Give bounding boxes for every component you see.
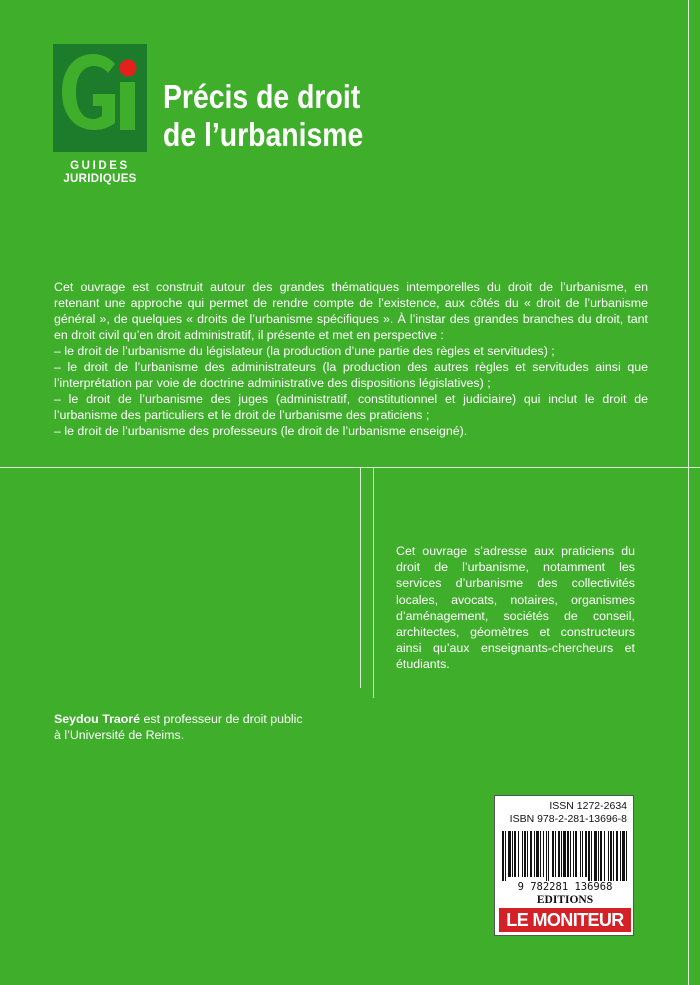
- barcode-bar: [514, 831, 516, 877]
- barcode-bar: [626, 831, 627, 881]
- gi-logo-mark: [53, 44, 147, 152]
- barcode-bar: [563, 831, 566, 877]
- description-item: – le droit de l’urbanisme des administrateurs (la production des autres règles et servitudes ainsi que l’interprétation par voie de doctrine administrative des dispositions législatives) ;: [54, 360, 648, 390]
- barcode-bar: [512, 831, 513, 877]
- barcode-bar: [548, 831, 549, 881]
- book-title-line-1: Précis de droit: [163, 78, 361, 115]
- barcode-panel: [494, 795, 634, 936]
- barcode-bar: [610, 831, 612, 881]
- target-audience: Cet ouvrage s’adresse aux praticiens du droit de l’urbanisme, notamment les services d’urbanisme des collectivités locales, avocats, notaires, organismes d’aménagement, sociétés de conseil, architectes, géomètres et constructeurs ainsi qu’aux enseignants-chercheurs et étudiants.: [396, 544, 635, 672]
- logo-text-juridiques: JURIDIQUES: [63, 173, 137, 185]
- barcode-bar: [588, 831, 590, 881]
- barcode-bar: [600, 831, 602, 881]
- barcode-bar: [546, 831, 547, 881]
- logo-red-dot: [120, 60, 137, 77]
- barcode-bar: [594, 831, 597, 881]
- author-name: Seydou Traoré: [54, 712, 141, 726]
- right-edge-line: [688, 0, 689, 985]
- book-title-line-2: de l’urbanisme: [163, 116, 364, 153]
- book-description: [54, 279, 648, 439]
- barcode-digits: 9 782281 136968: [517, 881, 613, 893]
- barcode-bar: [570, 831, 571, 877]
- barcode-bar: [585, 831, 587, 877]
- barcode-bar: [582, 831, 583, 877]
- barcode-bar: [518, 831, 519, 877]
- vertical-divider-right: [373, 468, 374, 698]
- barcode-bar: [561, 831, 562, 877]
- description-item: – le droit de l’urbanisme des juges (administratif, constitutionnel et judiciaire) qui inclut le droit de l’urbanisme des particuliers et le droit de l’urbanisme des praticiens ;: [54, 392, 648, 422]
- barcode-bar: [598, 831, 599, 881]
- barcode-bar: [527, 831, 528, 877]
- author-bio-line-2: à l’Université de Reims.: [54, 728, 185, 742]
- description-intro: Cet ouvrage est construit autour des grandes thématiques intemporelles du droit de l’urbanisme, en retenant une approche qui permet de rendre compte de l’existence, aux côtés du « droit de l’urbanisme général », de quelques « droits de l’urbanisme spécifiques ». À l’instar des grandes branches du droit, tant en droit civil qu’en droit administratif, il présente et met en perspective :: [54, 280, 648, 342]
- barcode-bar: [508, 831, 511, 877]
- barcode-bar: [620, 831, 621, 881]
- vertical-divider-left: [360, 468, 361, 688]
- barcode-bar: [552, 831, 554, 877]
- barcode-bar: [540, 831, 541, 877]
- barcode-bar: [573, 831, 574, 877]
- barcode-bar: [616, 831, 618, 881]
- description-item: – le droit de l’urbanisme du législateur (la production d’une partie des règles et servitudes) ;: [54, 344, 555, 358]
- barcode-bar: [524, 831, 526, 877]
- barcode-bar: [505, 831, 506, 881]
- description-item: – le droit de l’urbanisme des professeurs (le droit de l’urbanisme enseigné).: [54, 424, 468, 438]
- barcode-bar: [534, 831, 535, 877]
- author-bio: [54, 711, 354, 743]
- guides-juridiques-logo: [53, 44, 147, 185]
- barcode-bar: [502, 831, 504, 881]
- logo-text-guides: GUIDES: [70, 160, 130, 172]
- book-title: [163, 78, 363, 154]
- author-bio-line-1: est professeur de droit public: [140, 712, 303, 726]
- barcode-bar: [591, 831, 592, 881]
- barcode-bar: [575, 831, 577, 877]
- barcode-icon: [502, 831, 628, 881]
- isbn-number: ISBN 978-2-281-13696-8: [509, 813, 627, 825]
- barcode-bar: [558, 831, 560, 877]
- barcode-bar: [530, 831, 532, 877]
- horizontal-divider: [0, 467, 700, 468]
- barcode-bar: [555, 831, 556, 877]
- barcode-bar: [604, 831, 605, 881]
- barcode-bar: [543, 831, 544, 877]
- barcode-bar: [622, 831, 625, 881]
- barcode-bar: [567, 831, 569, 877]
- publisher-editions-label: EDITIONS: [536, 894, 594, 906]
- barcode-bar: [536, 831, 539, 877]
- barcode-bar: [522, 831, 523, 877]
- barcode-bar: [608, 831, 609, 881]
- barcode-bar: [613, 831, 614, 881]
- publisher-logo: LE MONITEUR: [499, 908, 631, 932]
- barcode-bar: [580, 831, 581, 877]
- issn-number: ISSN 1272-2634: [549, 800, 627, 812]
